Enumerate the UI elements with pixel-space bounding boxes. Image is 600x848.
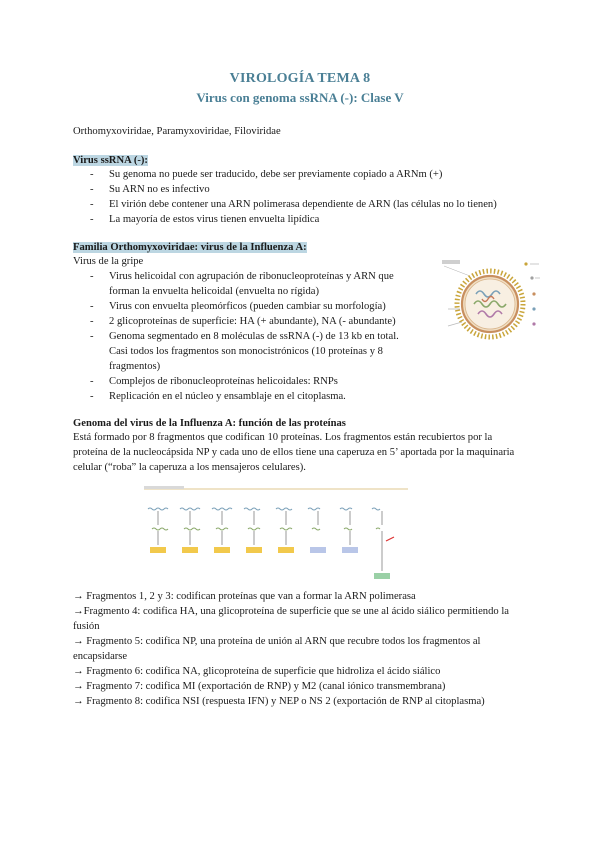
dash-marker: - — [90, 331, 94, 342]
list-item-cont: Casi todos los fragmentos son monocistrónicos (10 proteínas y 8 — [109, 346, 383, 357]
section-intro: Virus de la gripe — [73, 256, 144, 267]
section-heading-orthomyxo — [73, 240, 307, 255]
list-item: Complejos de ribonucleoproteínas helicoidales: RNPs — [109, 376, 338, 387]
section-heading-text: Familia Orthomyxoviridae: virus de la Influenza A: — [73, 242, 307, 253]
page-title: VIROLOGÍA TEMA 8 — [229, 71, 371, 86]
section-heading-text: Virus ssRNA (-): — [73, 155, 148, 166]
dash-marker: - — [90, 271, 94, 282]
list-item: Su ARN no es infectivo — [109, 184, 210, 195]
dash-marker: - — [90, 316, 94, 327]
list-item: Su genoma no puede ser traducido, debe ser previamente copiado a ARNm (+) — [109, 169, 443, 180]
genome-paragraph: Está formado por 8 fragmentos que codifican 10 proteínas. Los fragmentos están recubiertos por la proteína de la nucleocápsida NP y cada uno de ellos tiene una caperuza en 5’ aportada por la maquinaria celular (“roba” la caperuza a los mensajeros celulares). — [73, 432, 515, 474]
list-item: Genoma segmentado en 8 moléculas de ssRNA (-) de 13 kb en total. — [109, 331, 399, 342]
section-heading-genome: Genoma del virus de la Influenza A: función de las proteínas — [73, 418, 346, 429]
dash-marker: - — [90, 376, 94, 387]
list-item-cont: forman la envuelta helicoidal (envuelta no rígida) — [109, 286, 320, 297]
fragment-line: → Fragmento 5: codifica NP, una proteína de unión al ARN que recubre todos los fragmentos al encapsidarse — [73, 636, 481, 663]
list-item: Replicación en el núcleo y ensamblaje en el citoplasma. — [109, 391, 346, 402]
list-item: Virus con envuelta pleomórficos (pueden cambiar su morfología) — [109, 301, 386, 312]
list-item-cont: fragmentos) — [109, 361, 161, 372]
influenza-virion-figure — [440, 254, 540, 354]
section-heading-ssrna — [73, 153, 148, 168]
list-item: 2 glicoproteínas de superficie: HA (+ abundante), NA (- abundante) — [109, 316, 396, 327]
dash-marker: - — [90, 169, 94, 180]
families-line: Orthomyxoviridae, Paramyxoviridae, Filoviridae — [73, 126, 281, 137]
dash-marker: - — [90, 214, 94, 225]
fragment-line: → Fragmento 8: codifica NSI (respuesta IFN) y NEP o NS 2 (exportación de RNP al citoplasma) — [73, 696, 485, 707]
dash-marker: - — [90, 391, 94, 402]
fragment-line: → Fragmento 6: codifica NA, glicoproteína de superficie que hidroliza el ácido siálico — [73, 666, 441, 677]
list-item: Virus helicoidal con agrupación de ribonucleoproteínas y ARN que — [109, 271, 394, 282]
dash-marker: - — [90, 199, 94, 210]
fragment-line: → Fragmento 7: codifica MI (exportación de RNP) y M2 (canal iónico transmembrana) — [73, 681, 446, 692]
fragment-line: →Fragmento 4: codifica HA, una glicoproteína de superficie que se une al ácido siálico permitiendo la fusión — [73, 606, 509, 633]
list-item: El virión debe contener una ARN polimerasa dependiente de ARN (las células no lo tienen) — [109, 199, 497, 210]
fragment-line: → Fragmentos 1, 2 y 3: codifican proteínas que van a formar la ARN polimerasa — [73, 591, 416, 602]
list-item: La mayoría de estos virus tienen envuelta lipídica — [109, 214, 320, 225]
genome-segments-figure — [140, 481, 410, 581]
dash-marker: - — [90, 184, 94, 195]
page-subtitle: Virus con genoma ssRNA (-): Clase V — [196, 90, 404, 105]
dash-marker: - — [90, 301, 94, 312]
